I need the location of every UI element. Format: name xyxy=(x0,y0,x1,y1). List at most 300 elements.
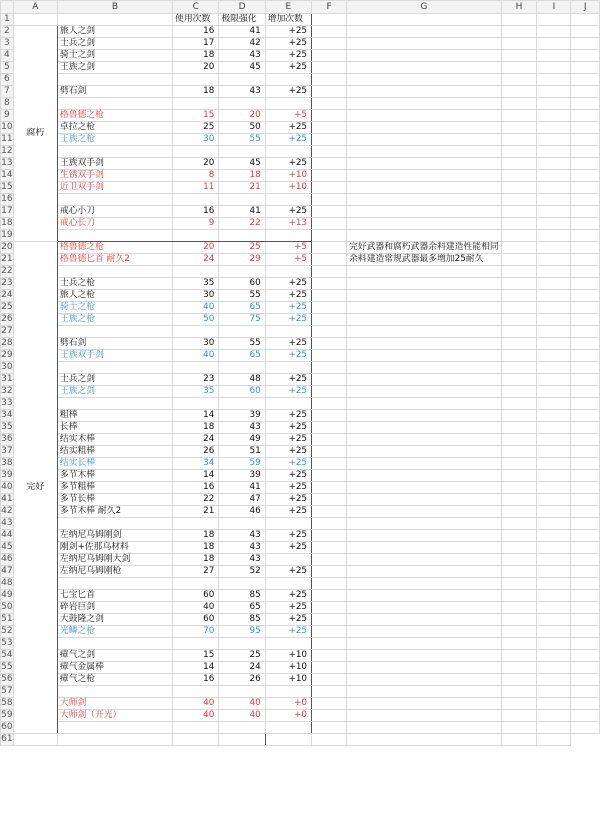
group-label-decayed[interactable]: 腐朽 xyxy=(13,26,57,242)
row-header[interactable]: 15 xyxy=(1,182,13,192)
added-cell[interactable]: +25 xyxy=(265,410,311,422)
weapon-name[interactable] xyxy=(57,98,172,110)
cell[interactable] xyxy=(571,158,600,170)
weapon-name[interactable]: 瘴气金属棒 xyxy=(57,662,172,674)
cell[interactable] xyxy=(347,482,502,494)
cell[interactable] xyxy=(312,386,347,398)
cell[interactable] xyxy=(501,374,537,386)
weapon-name[interactable]: 大师剑（开光） xyxy=(57,710,172,722)
uses-cell[interactable]: 18 xyxy=(173,530,219,542)
cell[interactable] xyxy=(347,386,502,398)
added-cell[interactable]: +13 xyxy=(265,218,311,230)
added-cell[interactable] xyxy=(265,98,311,110)
cell[interactable] xyxy=(347,530,502,542)
cell[interactable] xyxy=(501,194,537,206)
weapon-name[interactable]: 刚剑+佐那乌材料 xyxy=(57,542,172,554)
cell[interactable] xyxy=(347,86,502,98)
row-header[interactable]: 20 xyxy=(1,242,13,252)
max-upgrade-cell[interactable]: 43 xyxy=(219,530,265,542)
cell[interactable] xyxy=(312,302,347,314)
cell[interactable] xyxy=(537,542,571,554)
weapon-name[interactable] xyxy=(57,266,172,278)
max-upgrade-cell[interactable] xyxy=(219,98,265,110)
cell[interactable] xyxy=(347,338,502,350)
cell[interactable] xyxy=(347,494,502,506)
uses-cell[interactable]: 17 xyxy=(173,38,219,50)
cell[interactable] xyxy=(501,614,537,626)
uses-cell[interactable]: 20 xyxy=(173,158,219,170)
cell[interactable] xyxy=(347,626,502,638)
max-upgrade-cell[interactable]: 39 xyxy=(219,470,265,482)
cell[interactable] xyxy=(537,230,571,242)
max-upgrade-cell[interactable] xyxy=(219,722,265,734)
cell[interactable] xyxy=(537,722,571,734)
cell[interactable] xyxy=(347,650,502,662)
added-cell[interactable]: +25 xyxy=(265,458,311,470)
cell[interactable] xyxy=(312,146,347,158)
added-cell[interactable]: +10 xyxy=(265,170,311,182)
max-upgrade-cell[interactable] xyxy=(219,146,265,158)
cell[interactable] xyxy=(312,14,347,26)
uses-cell[interactable]: 16 xyxy=(173,206,219,218)
cell[interactable] xyxy=(312,74,347,86)
cell[interactable] xyxy=(571,482,600,494)
cell[interactable] xyxy=(347,410,502,422)
cell[interactable] xyxy=(312,254,347,266)
cell[interactable] xyxy=(347,698,502,710)
cell[interactable] xyxy=(537,554,571,566)
uses-cell[interactable]: 18 xyxy=(173,422,219,434)
cell[interactable] xyxy=(501,62,537,74)
column-header-d[interactable]: D xyxy=(219,1,265,14)
cell[interactable] xyxy=(571,446,600,458)
max-upgrade-cell[interactable]: 52 xyxy=(219,566,265,578)
max-upgrade-cell[interactable]: 24 xyxy=(219,662,265,674)
weapon-name[interactable]: 格鲁德之枪 xyxy=(57,242,172,254)
row-header[interactable]: 54 xyxy=(1,650,13,660)
added-cell[interactable] xyxy=(265,74,311,86)
added-cell[interactable]: +25 xyxy=(265,590,311,602)
cell[interactable] xyxy=(312,614,347,626)
cell[interactable] xyxy=(571,26,600,38)
row-header[interactable]: 58 xyxy=(1,698,13,708)
cell[interactable] xyxy=(571,122,600,134)
cell[interactable] xyxy=(312,50,347,62)
cell[interactable] xyxy=(347,506,502,518)
cell[interactable] xyxy=(571,638,600,650)
cell[interactable] xyxy=(537,302,571,314)
row-header[interactable]: 45 xyxy=(1,542,13,552)
row-header[interactable]: 57 xyxy=(1,686,13,696)
cell[interactable] xyxy=(312,722,347,734)
added-cell[interactable] xyxy=(265,686,311,698)
cell[interactable] xyxy=(501,446,537,458)
cell[interactable] xyxy=(571,98,600,110)
row-header[interactable]: 30 xyxy=(1,362,13,372)
row-header[interactable]: 22 xyxy=(1,266,13,276)
note-line-2[interactable]: 余料建造常规武器最多增加25耐久 xyxy=(347,254,502,266)
weapon-name[interactable]: 王族之剑 xyxy=(57,386,172,398)
max-upgrade-cell[interactable]: 59 xyxy=(219,458,265,470)
row-header[interactable]: 59 xyxy=(1,710,13,720)
cell[interactable] xyxy=(571,626,600,638)
weapon-name[interactable]: 长棒 xyxy=(57,422,172,434)
max-upgrade-cell[interactable]: 60 xyxy=(219,278,265,290)
cell[interactable] xyxy=(347,50,502,62)
row-header[interactable]: 6 xyxy=(1,74,14,86)
max-upgrade-cell[interactable]: 45 xyxy=(219,62,265,74)
cell[interactable] xyxy=(501,266,537,278)
added-cell[interactable]: +5 xyxy=(265,110,311,122)
weapon-name[interactable]: 多节粗棒 xyxy=(57,482,172,494)
max-upgrade-cell[interactable] xyxy=(219,266,265,278)
cell[interactable] xyxy=(537,650,571,662)
uses-cell[interactable]: 15 xyxy=(173,650,219,662)
cell[interactable] xyxy=(312,506,347,518)
column-header-e[interactable]: E xyxy=(265,1,311,14)
uses-cell[interactable] xyxy=(173,686,219,698)
cell[interactable] xyxy=(537,170,571,182)
max-upgrade-cell[interactable]: 22 xyxy=(219,218,265,230)
cell[interactable] xyxy=(537,590,571,602)
max-upgrade-cell[interactable]: 43 xyxy=(219,542,265,554)
cell[interactable] xyxy=(347,98,502,110)
weapon-name[interactable] xyxy=(57,74,172,86)
cell[interactable] xyxy=(571,50,600,62)
row-header[interactable]: 25 xyxy=(1,302,13,312)
cell[interactable] xyxy=(501,230,537,242)
max-upgrade-cell[interactable]: 45 xyxy=(219,158,265,170)
cell[interactable] xyxy=(312,98,347,110)
cell[interactable] xyxy=(537,254,571,266)
cell[interactable] xyxy=(537,98,571,110)
added-cell[interactable]: +25 xyxy=(265,494,311,506)
row-header[interactable]: 53 xyxy=(1,638,13,648)
max-upgrade-cell[interactable]: 85 xyxy=(219,614,265,626)
weapon-name[interactable]: 格鲁德匕首 耐久2 xyxy=(57,254,172,266)
max-upgrade-cell[interactable] xyxy=(219,638,265,650)
cell[interactable] xyxy=(501,74,537,86)
cell[interactable] xyxy=(501,38,537,50)
cell[interactable] xyxy=(347,602,502,614)
uses-cell[interactable]: 11 xyxy=(173,182,219,194)
row-header[interactable]: 11 xyxy=(1,134,13,144)
max-upgrade-cell[interactable] xyxy=(219,686,265,698)
cell[interactable] xyxy=(501,146,537,158)
added-cell[interactable]: +25 xyxy=(265,350,311,362)
added-cell[interactable] xyxy=(265,554,311,566)
cell[interactable] xyxy=(347,194,502,206)
cell[interactable] xyxy=(537,194,571,206)
cell[interactable] xyxy=(537,338,571,350)
max-upgrade-cell[interactable]: 65 xyxy=(219,350,265,362)
cell[interactable] xyxy=(537,386,571,398)
uses-cell[interactable] xyxy=(173,362,219,374)
cell[interactable] xyxy=(501,338,537,350)
row-header[interactable]: 4 xyxy=(1,50,14,62)
cell[interactable] xyxy=(537,602,571,614)
cell[interactable] xyxy=(312,170,347,182)
cell[interactable] xyxy=(501,290,537,302)
added-cell[interactable]: +5 xyxy=(265,242,311,254)
added-cell[interactable]: +25 xyxy=(265,542,311,554)
cell[interactable] xyxy=(501,218,537,230)
weapon-name[interactable]: 劈石剑 xyxy=(57,86,172,98)
weapon-name[interactable]: 格鲁德之枪 xyxy=(57,110,172,122)
max-upgrade-cell[interactable] xyxy=(219,194,265,206)
uses-cell[interactable]: 16 xyxy=(173,482,219,494)
weapon-name[interactable]: 结实长棒 xyxy=(57,458,172,470)
cell[interactable] xyxy=(537,290,571,302)
weapon-name[interactable] xyxy=(57,230,172,242)
cell[interactable] xyxy=(537,734,571,746)
cell[interactable] xyxy=(537,242,571,254)
weapon-name[interactable]: 近卫双手剑 xyxy=(57,182,172,194)
cell[interactable] xyxy=(537,86,571,98)
cell[interactable] xyxy=(501,158,537,170)
cell[interactable] xyxy=(501,122,537,134)
cell[interactable] xyxy=(571,530,600,542)
cell[interactable] xyxy=(347,362,502,374)
cell[interactable] xyxy=(312,410,347,422)
added-cell[interactable]: +10 xyxy=(265,674,311,686)
row-header[interactable]: 5 xyxy=(1,62,14,74)
added-cell[interactable]: +25 xyxy=(265,566,311,578)
cell[interactable] xyxy=(501,362,537,374)
cell[interactable] xyxy=(571,38,600,50)
cell[interactable] xyxy=(501,722,537,734)
max-upgrade-cell[interactable]: 26 xyxy=(219,674,265,686)
max-upgrade-cell[interactable] xyxy=(219,578,265,590)
cell[interactable] xyxy=(312,554,347,566)
cell[interactable] xyxy=(571,206,600,218)
weapon-name[interactable]: 结实木棒 xyxy=(57,434,172,446)
weapon-name[interactable]: 士兵之剑 xyxy=(57,374,172,386)
cell[interactable] xyxy=(312,38,347,50)
cell[interactable] xyxy=(312,158,347,170)
uses-cell[interactable]: 22 xyxy=(173,494,219,506)
weapon-name[interactable]: 骑士之枪 xyxy=(57,302,172,314)
cell[interactable] xyxy=(501,98,537,110)
max-upgrade-cell[interactable]: 60 xyxy=(219,386,265,398)
cell[interactable] xyxy=(537,38,571,50)
cell[interactable] xyxy=(312,398,347,410)
cell[interactable] xyxy=(312,182,347,194)
cell[interactable] xyxy=(501,422,537,434)
max-upgrade-cell[interactable]: 55 xyxy=(219,290,265,302)
cell[interactable] xyxy=(347,614,502,626)
weapon-name[interactable] xyxy=(57,194,172,206)
uses-cell[interactable] xyxy=(173,326,219,338)
uses-cell[interactable]: 60 xyxy=(173,590,219,602)
added-cell[interactable]: +25 xyxy=(265,446,311,458)
cell[interactable] xyxy=(537,206,571,218)
column-header-b[interactable]: B xyxy=(57,1,172,14)
row-header[interactable]: 52 xyxy=(1,626,13,636)
cell[interactable] xyxy=(312,734,347,746)
cell[interactable] xyxy=(501,326,537,338)
cell[interactable] xyxy=(501,134,537,146)
cell[interactable] xyxy=(347,518,502,530)
cell[interactable] xyxy=(537,686,571,698)
max-upgrade-cell[interactable] xyxy=(219,326,265,338)
cell[interactable] xyxy=(571,362,600,374)
max-upgrade-cell[interactable]: 43 xyxy=(219,422,265,434)
row-header[interactable]: 14 xyxy=(1,170,13,180)
weapon-name[interactable] xyxy=(57,146,172,158)
uses-cell[interactable]: 30 xyxy=(173,134,219,146)
column-header-i[interactable]: I xyxy=(537,1,571,14)
cell[interactable] xyxy=(571,662,600,674)
row-header[interactable]: 19 xyxy=(1,230,13,240)
row-header[interactable]: 51 xyxy=(1,614,13,624)
uses-cell[interactable]: 50 xyxy=(173,314,219,326)
row-header[interactable]: 37 xyxy=(1,446,13,456)
max-upgrade-cell[interactable]: 29 xyxy=(219,254,265,266)
uses-cell[interactable]: 9 xyxy=(173,218,219,230)
added-cell[interactable]: +25 xyxy=(265,134,311,146)
cell[interactable] xyxy=(537,218,571,230)
cell[interactable] xyxy=(312,650,347,662)
cell[interactable] xyxy=(312,326,347,338)
uses-cell[interactable]: 60 xyxy=(173,614,219,626)
max-upgrade-cell[interactable] xyxy=(219,230,265,242)
cell[interactable] xyxy=(501,650,537,662)
cell[interactable] xyxy=(571,554,600,566)
uses-cell[interactable]: 18 xyxy=(173,542,219,554)
cell[interactable] xyxy=(347,422,502,434)
row-header[interactable]: 10 xyxy=(1,122,13,132)
cell[interactable] xyxy=(501,206,537,218)
cell[interactable] xyxy=(501,686,537,698)
column-header-j[interactable]: J xyxy=(571,1,600,14)
row-header[interactable]: 27 xyxy=(1,326,13,336)
cell[interactable] xyxy=(501,302,537,314)
row-header[interactable]: 13 xyxy=(1,158,13,168)
cell[interactable] xyxy=(501,590,537,602)
cell[interactable] xyxy=(571,698,600,710)
cell[interactable] xyxy=(537,446,571,458)
cell[interactable] xyxy=(571,170,600,182)
uses-cell[interactable]: 14 xyxy=(173,410,219,422)
added-cell[interactable]: +25 xyxy=(265,614,311,626)
row-header[interactable]: 28 xyxy=(1,338,13,348)
weapon-name[interactable]: 多节长棒 xyxy=(57,494,172,506)
cell[interactable] xyxy=(537,26,571,38)
max-upgrade-cell[interactable]: 51 xyxy=(219,446,265,458)
uses-cell[interactable]: 25 xyxy=(173,122,219,134)
weapon-name[interactable]: 多节木棒 耐久2 xyxy=(57,506,172,518)
cell[interactable] xyxy=(347,734,502,746)
uses-cell[interactable]: 35 xyxy=(173,386,219,398)
cell[interactable] xyxy=(501,86,537,98)
row-header[interactable]: 18 xyxy=(1,218,13,228)
cell[interactable] xyxy=(501,638,537,650)
cell[interactable] xyxy=(312,626,347,638)
cell[interactable] xyxy=(347,638,502,650)
uses-cell[interactable]: 40 xyxy=(173,302,219,314)
cell[interactable] xyxy=(347,398,502,410)
cell[interactable] xyxy=(501,494,537,506)
cell[interactable] xyxy=(347,566,502,578)
column-header-c[interactable]: C xyxy=(173,1,219,14)
cell[interactable] xyxy=(501,278,537,290)
row-header[interactable]: 38 xyxy=(1,458,13,468)
cell[interactable] xyxy=(537,626,571,638)
max-upgrade-cell[interactable]: 48 xyxy=(219,374,265,386)
cell[interactable] xyxy=(571,602,600,614)
uses-cell[interactable]: 40 xyxy=(173,602,219,614)
cell[interactable] xyxy=(571,230,600,242)
cell[interactable] xyxy=(501,458,537,470)
uses-cell[interactable] xyxy=(173,98,219,110)
cell[interactable] xyxy=(571,686,600,698)
cell[interactable] xyxy=(312,218,347,230)
cell[interactable] xyxy=(312,194,347,206)
uses-cell[interactable]: 30 xyxy=(173,338,219,350)
cell[interactable] xyxy=(501,410,537,422)
cell[interactable] xyxy=(537,62,571,74)
uses-cell[interactable]: 35 xyxy=(173,278,219,290)
row-header[interactable]: 7 xyxy=(1,86,14,98)
cell[interactable] xyxy=(537,482,571,494)
weapon-name[interactable]: 左纳尼乌姆刚大剑 xyxy=(57,554,172,566)
added-cell[interactable]: +25 xyxy=(265,302,311,314)
max-upgrade-cell[interactable]: 75 xyxy=(219,314,265,326)
uses-cell[interactable]: 40 xyxy=(173,710,219,722)
cell[interactable] xyxy=(13,14,57,26)
added-cell[interactable] xyxy=(265,638,311,650)
added-cell[interactable] xyxy=(265,326,311,338)
cell[interactable] xyxy=(571,410,600,422)
cell[interactable] xyxy=(501,626,537,638)
cell[interactable] xyxy=(347,374,502,386)
weapon-name[interactable]: 骑士之剑 xyxy=(57,50,172,62)
row-header[interactable]: 50 xyxy=(1,602,13,612)
added-cell[interactable]: +0 xyxy=(265,710,311,722)
cell[interactable] xyxy=(312,662,347,674)
uses-cell[interactable]: 18 xyxy=(173,86,219,98)
cell[interactable] xyxy=(571,650,600,662)
cell[interactable] xyxy=(571,518,600,530)
max-upgrade-cell[interactable]: 95 xyxy=(219,626,265,638)
cell[interactable] xyxy=(347,266,502,278)
cell[interactable] xyxy=(501,434,537,446)
cell[interactable] xyxy=(537,74,571,86)
added-cell[interactable] xyxy=(265,398,311,410)
weapon-name[interactable]: 王族之枪 xyxy=(57,134,172,146)
weapon-name[interactable]: 左纳尼乌姆刚枪 xyxy=(57,566,172,578)
row-header[interactable]: 24 xyxy=(1,290,13,300)
weapon-name[interactable]: 劈石剑 xyxy=(57,338,172,350)
max-upgrade-cell[interactable]: 39 xyxy=(219,410,265,422)
cell[interactable] xyxy=(312,494,347,506)
weapon-name[interactable] xyxy=(57,722,172,734)
added-cell[interactable]: +25 xyxy=(265,422,311,434)
cell[interactable] xyxy=(571,62,600,74)
cell[interactable] xyxy=(312,686,347,698)
cell[interactable] xyxy=(571,722,600,734)
cell[interactable] xyxy=(537,710,571,722)
cell[interactable] xyxy=(537,578,571,590)
cell[interactable] xyxy=(312,362,347,374)
cell[interactable] xyxy=(347,302,502,314)
uses-cell[interactable]: 18 xyxy=(173,554,219,566)
max-upgrade-cell[interactable]: 43 xyxy=(219,50,265,62)
cell[interactable] xyxy=(537,134,571,146)
row-header[interactable]: 16 xyxy=(1,194,13,204)
uses-cell[interactable]: 26 xyxy=(173,446,219,458)
